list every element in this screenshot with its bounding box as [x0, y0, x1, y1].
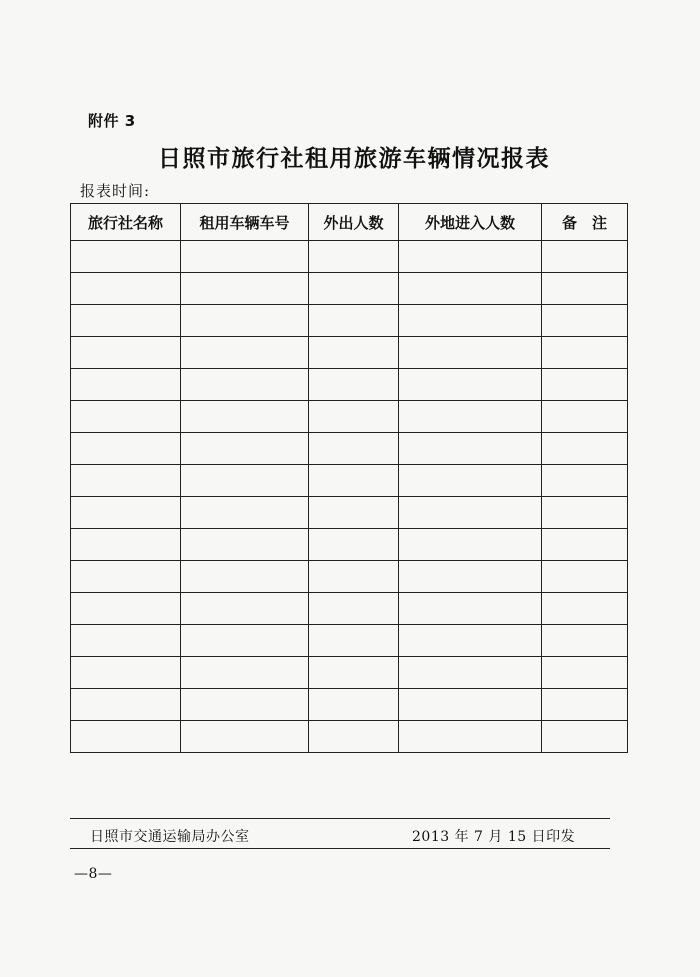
table-cell — [399, 593, 542, 625]
table-cell — [309, 625, 399, 657]
table-cell — [399, 241, 542, 273]
table-cell — [542, 273, 628, 305]
table-cell — [542, 625, 628, 657]
page-number: —8— — [74, 866, 113, 882]
table-cell — [71, 465, 181, 497]
table-row — [71, 721, 628, 753]
table-row — [71, 369, 628, 401]
table-cell — [399, 401, 542, 433]
table-header-row — [71, 204, 628, 241]
table-cell — [309, 433, 399, 465]
table-cell — [181, 497, 309, 529]
table-cell — [71, 337, 181, 369]
table-cell — [542, 593, 628, 625]
table-cell — [542, 465, 628, 497]
table-cell — [542, 369, 628, 401]
table-cell — [309, 465, 399, 497]
table-row — [71, 529, 628, 561]
table-cell — [399, 689, 542, 721]
table-cell — [399, 369, 542, 401]
table-cell — [309, 529, 399, 561]
table-cell — [181, 305, 309, 337]
table-cell — [71, 273, 181, 305]
table-cell — [309, 305, 399, 337]
table-row — [71, 433, 628, 465]
table-row — [71, 657, 628, 689]
table-cell — [71, 433, 181, 465]
table-cell — [309, 337, 399, 369]
table-cell — [542, 689, 628, 721]
table-cell — [71, 721, 181, 753]
header-agency-name: 旅行社名称 — [71, 204, 181, 241]
table-cell — [71, 561, 181, 593]
table-cell — [309, 241, 399, 273]
table-cell — [542, 529, 628, 561]
table-cell — [181, 625, 309, 657]
table-cell — [71, 689, 181, 721]
header-remarks: 备 注 — [542, 204, 628, 241]
table-cell — [399, 433, 542, 465]
header-inbound-count: 外地进入人数 — [399, 204, 542, 241]
table-cell — [399, 625, 542, 657]
table-cell — [542, 657, 628, 689]
table-cell — [71, 497, 181, 529]
table-cell — [309, 721, 399, 753]
table-cell — [309, 497, 399, 529]
table-cell — [71, 529, 181, 561]
report-table — [70, 203, 628, 753]
table-cell — [399, 721, 542, 753]
document-title: 日照市旅行社租用旅游车辆情况报表 — [158, 146, 550, 172]
table-cell — [399, 305, 542, 337]
table-cell — [542, 305, 628, 337]
header-outbound-count: 外出人数 — [309, 204, 399, 241]
table-cell — [399, 465, 542, 497]
table-cell — [71, 593, 181, 625]
table-cell — [181, 369, 309, 401]
report-time-label: 报表时间: — [80, 182, 151, 200]
table-cell — [309, 273, 399, 305]
table-cell — [181, 241, 309, 273]
header-vehicle-plate: 租用车辆车号 — [181, 204, 309, 241]
table-body — [71, 241, 628, 753]
table-cell — [71, 305, 181, 337]
table-cell — [181, 593, 309, 625]
footer-divider-top — [70, 818, 610, 819]
table-row — [71, 465, 628, 497]
table-cell — [399, 561, 542, 593]
table-cell — [309, 561, 399, 593]
attachment-label: 附件 3 — [88, 112, 136, 130]
table-cell — [181, 337, 309, 369]
table-cell — [309, 689, 399, 721]
table-cell — [71, 401, 181, 433]
table-cell — [309, 657, 399, 689]
table-cell — [181, 561, 309, 593]
issue-date: 2013 年 7 月 15 日印发 — [412, 829, 576, 845]
footer-divider-bottom — [70, 848, 610, 849]
table-cell — [309, 369, 399, 401]
table-cell — [181, 721, 309, 753]
table-row — [71, 337, 628, 369]
table-cell — [542, 401, 628, 433]
table-cell — [181, 273, 309, 305]
table-row — [71, 305, 628, 337]
table-cell — [181, 401, 309, 433]
table-row — [71, 561, 628, 593]
table-cell — [542, 497, 628, 529]
table-cell — [71, 625, 181, 657]
table-cell — [181, 433, 309, 465]
table-row — [71, 401, 628, 433]
table-row — [71, 497, 628, 529]
table-cell — [181, 529, 309, 561]
table-row — [71, 273, 628, 305]
table-row — [71, 625, 628, 657]
table-cell — [71, 241, 181, 273]
table-cell — [71, 369, 181, 401]
table-cell — [542, 241, 628, 273]
table-cell — [542, 433, 628, 465]
table-cell — [542, 337, 628, 369]
table-cell — [542, 721, 628, 753]
table-row — [71, 593, 628, 625]
table-cell — [399, 337, 542, 369]
issuer-office: 日照市交通运输局办公室 — [90, 829, 250, 845]
table-cell — [399, 657, 542, 689]
table-cell — [542, 561, 628, 593]
table-cell — [399, 529, 542, 561]
table-row — [71, 689, 628, 721]
table-cell — [181, 465, 309, 497]
table-cell — [399, 273, 542, 305]
table-cell — [399, 497, 542, 529]
table-cell — [71, 657, 181, 689]
table-cell — [309, 401, 399, 433]
table-row — [71, 241, 628, 273]
table-cell — [181, 689, 309, 721]
table-cell — [309, 593, 399, 625]
table-cell — [181, 657, 309, 689]
